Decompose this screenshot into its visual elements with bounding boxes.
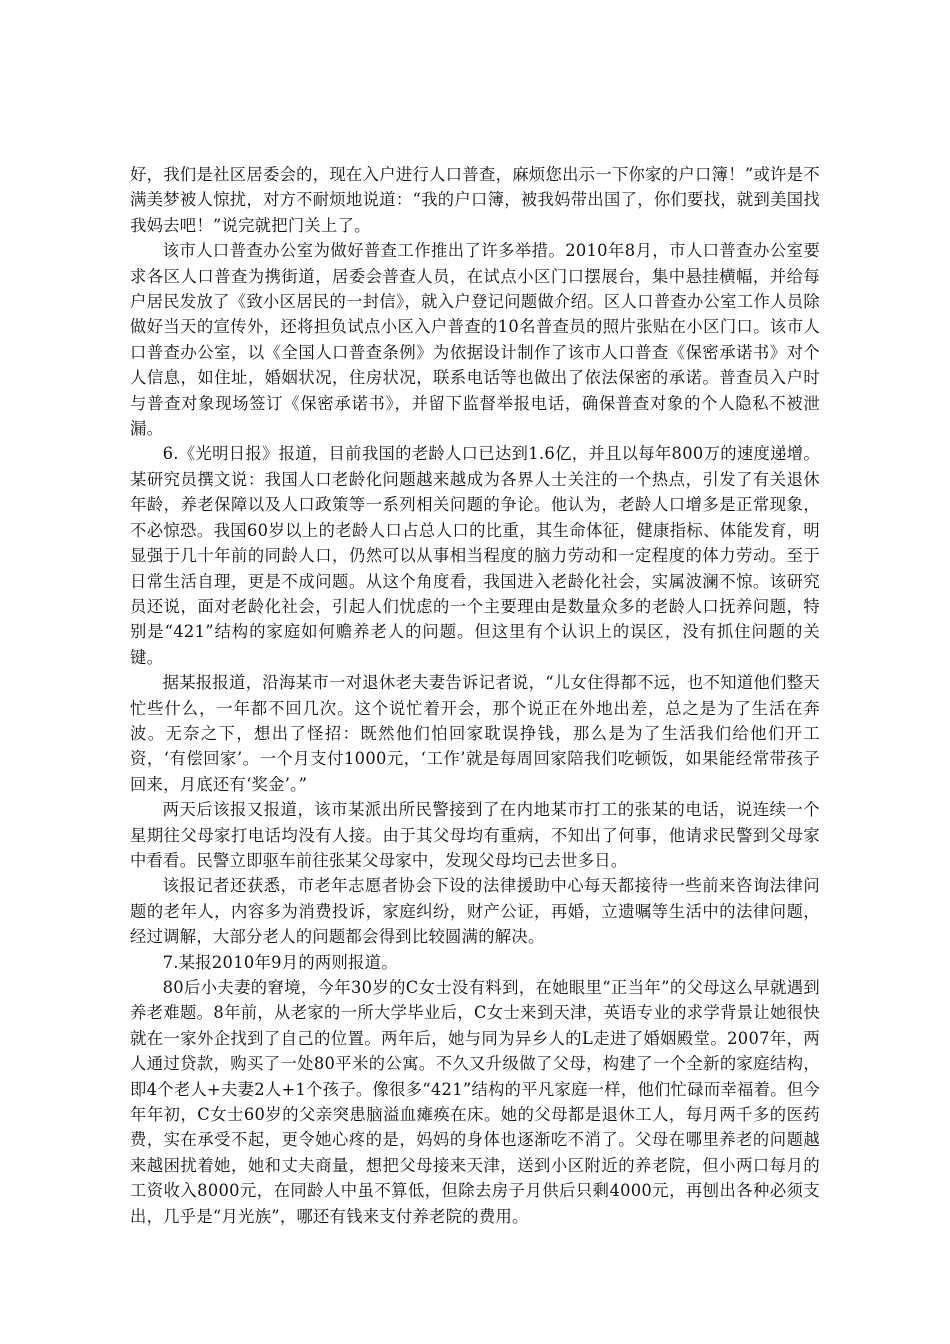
- paragraph-item-7-heading: 7.某报2010年9月的两则报道。: [162, 952, 398, 972]
- paragraph-police-report: 两天后该报又报道，该市某派出所民警接到了在内地某市打工的张某的电话，说连续一个星期往父母家打电话均没有人接。由于其父母均有重病，不知出了何事，他请求民警到父母家中看看。民警立即驱车前往张某父母家中，发现父母均已去世多日。: [130, 800, 820, 870]
- paragraph-census-dialogue: 好，我们是社区居委会的，现在入户进行人口普查，麻烦您出示一下你家的户口簿！”或许是不满美梦被人惊扰，对方不耐烦地说道：“我的户口簿，被我妈带出国了，你们要找，就到美国找我妈去吧！”说完就把门关上了。: [130, 165, 820, 235]
- document-body: [130, 162, 820, 1229]
- paragraph-couple-story: 80后小夫妻的窘境，今年30岁的C女士没有料到，在她眼里“正当年”的父母这么早就遇到养老难题。8年前，从老家的一所大学毕业后，C女士来到天津，英语专业的求学背景让她很快就在一家外企找到了自己的位置。两年后，她与同为异乡人的L走进了婚姻殿堂。2007年，两人通过贷款，购买了一处80平米的公寓。不久又升级做了父母，构建了一个全新的家庭结构，即4个老人+夫妻2人+1个孩子。像很多“421”结构的平凡家庭一样，他们忙碌而幸福着。但今年年初，C女士60岁的父亲突患脑溢血瘫痪在床。她的父母都是退休工人，每月两千多的医药费，实在承受不起，更令她心疼的是，妈妈的身体也逐渐吃不消了。父母在哪里养老的问题越来越困扰着她，她和丈夫商量，想把父母接来天津，送到小区附近的养老院，但小两口每月的工资收入8000元，在同龄人中虽不算低，但除去房子月供后只剩4000元，再刨出各种必须支出，几乎是“月光族”，哪还有钱来支付养老院的费用。: [130, 978, 820, 1226]
- paragraph-legal-aid: 该报记者还获悉，市老年志愿者协会下设的法律援助中心每天都接待一些前来咨询法律问题的老年人，内容多为消费投诉，家庭纠纷，财产公证，再婚，立遗嘱等生活中的法律问题，经过调解，大部分老人的问题都会得到比较圆满的解决。: [130, 876, 820, 947]
- paragraph-census-measures: 该市人口普查办公室为做好普查工作推出了许多举措。2010年8月，市人口普查办公室要求各区人口普查为携街道，居委会普查人员，在试点小区门口摆展台，集中悬挂横幅，并给每户居民发放了《致小区居民的一封信》，就入户登记问题做介绍。区人口普查办公室工作人员除做好当天的宣传外，还将担负试点小区入户普查的10名普查员的照片张贴在小区门口。该市人口普查办公室，以《全国人口普查条例》为依据设计制作了该市人口普查《保密承诺书》对个人信息，如住址，婚姻状况，住房状况，联系电话等也做出了依法保密的承诺。普查员入户时与普查对象现场签订《保密承诺书》，并留下监督举报电话，确保普查对象的个人隐私不被泄漏。: [130, 241, 820, 439]
- paragraph-item-6-aging: 6.《光明日报》报道，目前我国的老龄人口已达到1.6亿，并且以每年800万的速度递增。某研究员撰文说：我国人口老龄化问题越来越成为各界人士关注的一个热点，引发了有关退休年龄，养老保障以及人口政策等一系列相关问题的争论。他认为，老龄人口增多是正常现象，不必惊恐。我国60岁以上的老龄人口占总人口的比重，其生命体征，健康指标、体能发育，明显强于几十年前的同龄人口，仍然可以从事相当程度的脑力劳动和一定程度的体力劳动。至于日常生活自理，更是不成问题。从这个角度看，我国进入老龄化社会，实属波澜不惊。该研究员还说，面对老龄化社会，引起人们忧虑的一个主要理由是数量众多的老龄人口抚养问题，特别是“421”结构的家庭如何赡养老人的问题。但这里有个认识上的误区，没有抓住问题的关键。: [130, 444, 820, 667]
- paragraph-paid-visits: 据某报报道，沿海某市一对退休老夫妻告诉记者说，“儿女住得都不远，也不知道他们整天忙些什么，一年都不回几次。这个说忙着开会，那个说正在外地出差，总之是为了生活在奔波。无奈之下，想出了怪招：既然他们怕回家耽误挣钱，那么是为了生活我们给他们开工资，‘有偿回家’。一个月支付1000元，‘工作’就是每周回家陪我们吃顿饭，如果能经常带孩子回来，月底还有‘奖金’。”: [130, 673, 820, 794]
